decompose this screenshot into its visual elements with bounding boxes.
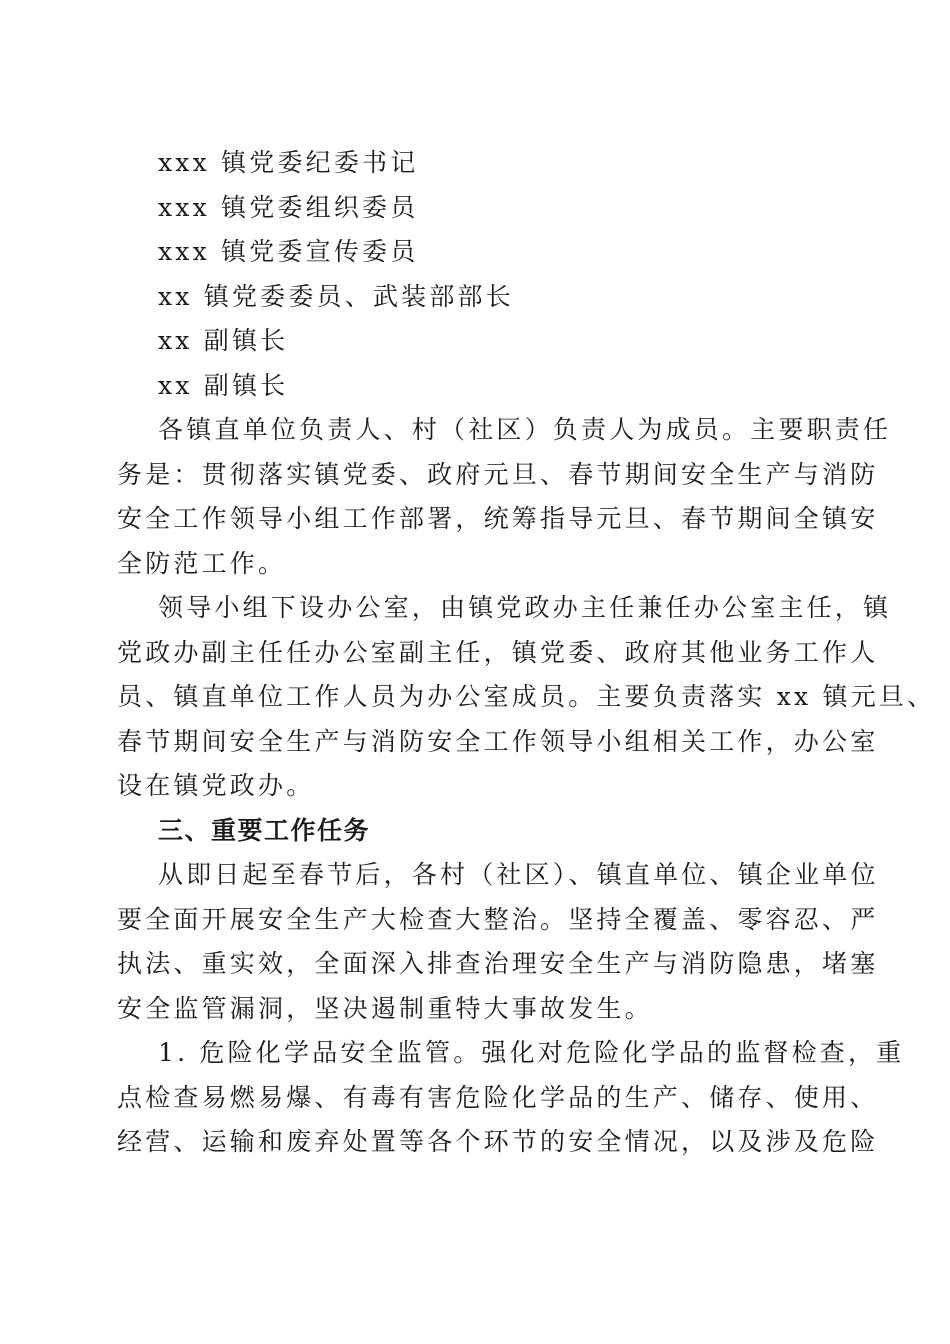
- paragraph-line: 安全工作领导小组工作部署，统筹指导元旦、春节期间全镇安: [117, 504, 879, 533]
- roster-line: xx 副镇长: [158, 326, 289, 355]
- paragraph-line: 要全面开展安全生产大检查大整治。坚持全覆盖、零容忍、严: [117, 904, 879, 934]
- section-heading: 三、重要工作任务: [158, 815, 371, 845]
- paragraph-line: 务是：贯彻落实镇党委、政府元旦、春节期间安全生产与消防: [117, 459, 879, 489]
- paragraph-line: 领导小组下设办公室，由镇党政办主任兼任办公室主任，镇: [158, 593, 892, 622]
- roster-line: xx 镇党委委员、武装部部长: [158, 281, 514, 311]
- roster-line: xx 副镇长: [158, 370, 289, 400]
- paragraph-line: 1. 危险化学品安全监管。强化对危险化学品的监督检查，重: [158, 1038, 905, 1067]
- paragraph-line: 员、镇直单位工作人员为办公室成员。主要负责落实 xx 镇元旦、: [117, 682, 936, 711]
- document-body: [117, 141, 936, 1165]
- paragraph-line: 安全监管漏洞，坚决遏制重特大事故发生。: [117, 993, 653, 1023]
- paragraph-line: 执法、重实效，全面深入排查治理安全生产与消防隐患，堵塞: [117, 949, 879, 978]
- paragraph-line: 点检查易燃易爆、有毒有害危险化学品的生产、储存、使用、: [117, 1082, 879, 1112]
- paragraph-line: 经营、运输和废弃处置等各个环节的安全情况，以及涉及危险: [117, 1127, 879, 1156]
- paragraph-line: 春节期间安全生产与消防安全工作领导小组相关工作，办公室: [117, 726, 879, 756]
- paragraph-line: 设在镇党政办。: [117, 771, 315, 800]
- paragraph-line: 各镇直单位负责人、村（社区）负责人为成员。主要职责任: [158, 415, 892, 444]
- roster-line: xxx 镇党委组织委员: [158, 192, 419, 222]
- roster-line: xxx 镇党委纪委书记: [158, 148, 419, 177]
- paragraph-line: 全防范工作。: [117, 548, 287, 578]
- paragraph-line: 党政办副主任任办公室副主任，镇党委、政府其他业务工作人: [117, 637, 879, 667]
- paragraph-line: 从即日起至春节后，各村（社区）、镇直单位、镇企业单位: [158, 860, 879, 889]
- roster-line: xxx 镇党委宣传委员: [158, 237, 419, 266]
